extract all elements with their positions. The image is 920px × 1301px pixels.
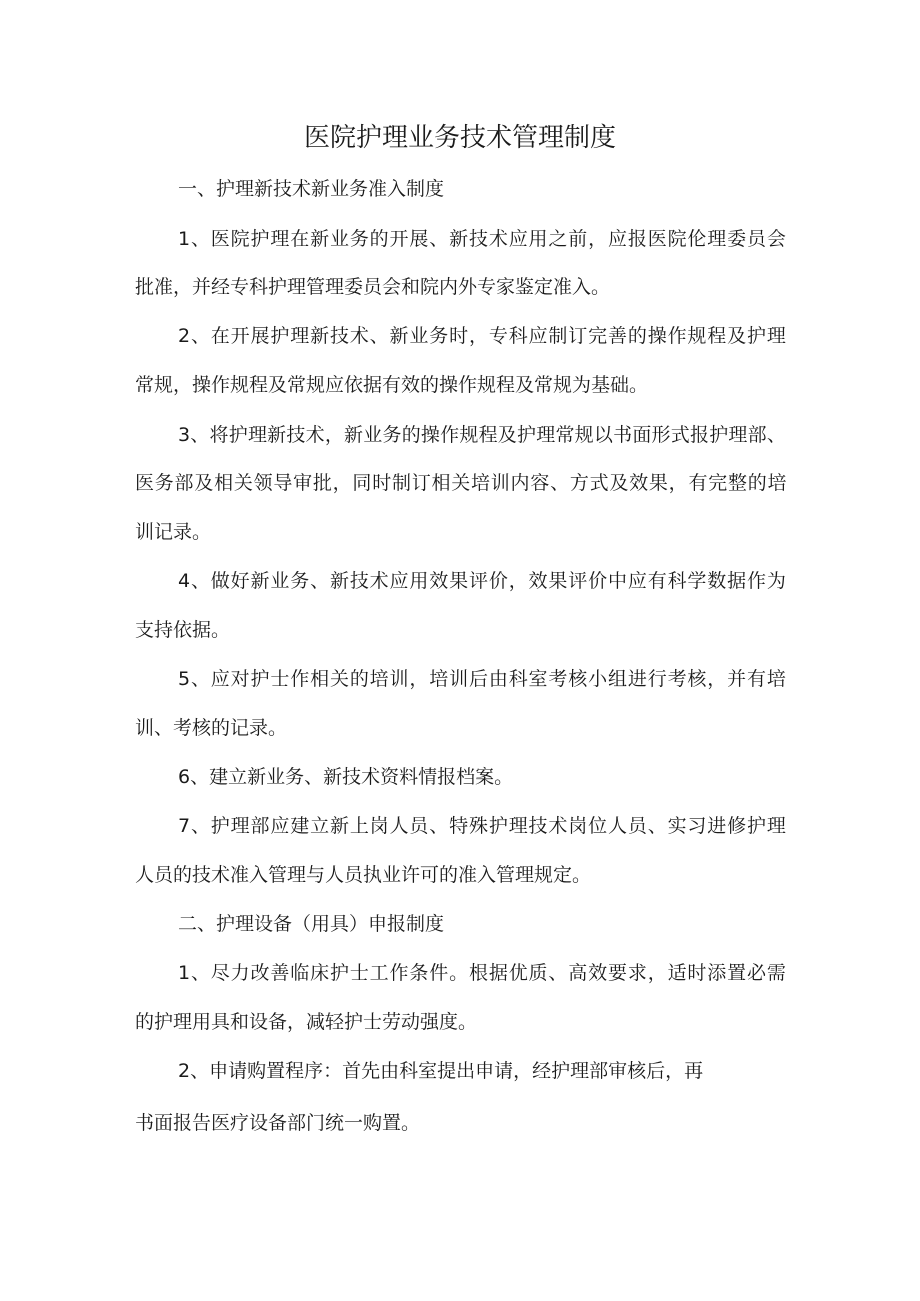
paragraph-line: 5 、 应 对 护 士 作 相 关 的 培 训 ， 培 训 后 由 科 室 考 核 小 组 进 行 考 核 ， 并 有 培 (178, 668, 786, 690)
paragraph-line: 6、建立新业务、新技术资料情报档案。 (178, 766, 514, 788)
paragraph-line: 训记录。 (135, 521, 212, 543)
section-heading-1: 一、护理新技术新业务准入制度 (178, 178, 445, 200)
paragraph-line: 的护理用具和设备，减轻护士劳动强度。 (135, 1011, 478, 1033)
paragraph-line: 4 、 做 好 新 业 务 、 新 技 术 应 用 效 果 评 价 ， 效 果 评 价 中 应 有 科 学 数 据 作 为 (178, 570, 786, 592)
paragraph-line: 2 、 在 开 展 护 理 新 技 术 、 新 业 务 时 ， 专 科 应 制 订 完 善 的 操 作 规 程 及 护 理 (178, 325, 786, 347)
paragraph-line: 7 、 护 理 部 应 建 立 新 上 岗 人 员 、 特 殊 护 理 技 术 岗 位 人 员 、 实 习 进 修 护 理 (178, 815, 786, 837)
paragraph-line: 人员的技术准入管理与人员执业许可的准入管理规定。 (135, 864, 592, 886)
paragraph-line: 训、考核的记录。 (135, 717, 288, 739)
paragraph-line: 2、申请购置程序：首先由科室提出申请，经护理部审核后，再 (178, 1060, 704, 1082)
paragraph-line: 1 、 尽 力 改 善 临 床 护 士 工 作 条 件 。 根 据 优 质 、 高 效 要 求 ， 适 时 添 置 必 需 (178, 962, 786, 984)
paragraph-line: 医 务 部 及 相 关 领 导 审 批 ， 同 时 制 订 相 关 培 训 内 容 、 方 式 及 效 果 ， 有 完 整 的 培 (135, 472, 787, 494)
paragraph-line: 支持依据。 (135, 619, 231, 641)
paragraph-line: 3 、 将 护 理 新 技 术 ， 新 业 务 的 操 作 规 程 及 护 理 常 规 以 书 面 形 式 报 护 理 部 、 (178, 424, 786, 446)
section-heading-2: 二、护理设备（用具）申报制度 (178, 913, 445, 935)
page-title: 医院护理业务技术管理制度 (303, 123, 616, 153)
paragraph-line: 常规，操作规程及常规应依据有效的操作规程及常规为基础。 (135, 374, 649, 396)
paragraph-line: 1 、 医 院 护 理 在 新 业 务 的 开 展 、 新 技 术 应 用 之 前 ， 应 报 医 院 伦 理 委 员 会 (178, 228, 786, 250)
paragraph-line: 书面报告医疗设备部门统一购置。 (135, 1112, 421, 1134)
paragraph-line: 批准，并经专科护理管理委员会和院内外专家鉴定准入。 (135, 276, 611, 298)
